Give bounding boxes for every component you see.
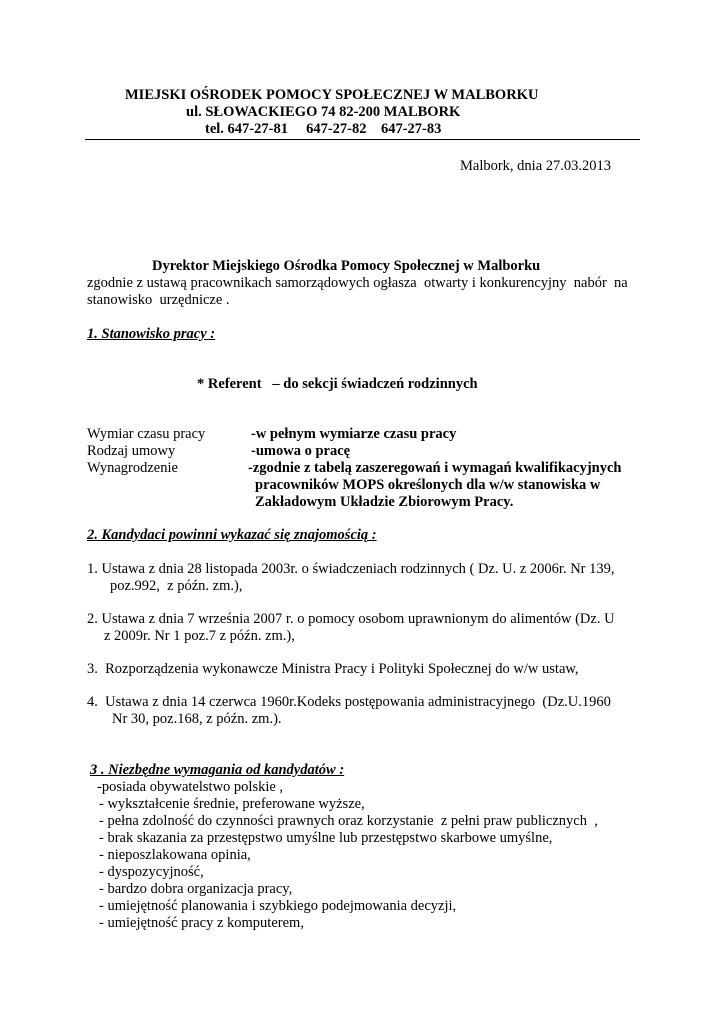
salary-continued-1: pracowników MOPS określonych dla w/w stanowiska w — [255, 477, 601, 493]
requirement-item: -posiada obywatelstwo polskie , — [97, 779, 284, 795]
header-org: MIEJSKI OŚRODEK POMOCY SPOŁECZNEJ W MALBORKU — [125, 87, 539, 103]
law-item-2-cont: z 2009r. Nr 1 poz.7 z późn. zm.), — [104, 628, 295, 644]
requirement-item: - nieposzlakowana opinia, — [99, 847, 251, 863]
law-item-1-cont: poz.992, z późn. zm.), — [110, 578, 243, 594]
law-item-1: 1. Ustawa z dnia 28 listopada 2003r. o świadczeniach rodzinnych ( Dz. U. z 2006r. Nr 139, — [87, 561, 615, 577]
date-line: Malbork, dnia 27.03.2013 — [460, 158, 612, 174]
requirement-item: - bardzo dobra organizacja pracy, — [99, 881, 293, 897]
row-value-salary: -zgodnie z tabelą zaszeregowań i wymagań kwalifikacyjnych — [248, 460, 622, 476]
row-value-worktime: -w pełnym wymiarze czasu pracy — [251, 426, 457, 442]
intro-line-2: stanowisko urzędnicze . — [87, 292, 230, 308]
row-value-contract: -umowa o pracę — [251, 443, 351, 459]
header-phones: tel. 647-27-81 647-27-82 647-27-83 — [205, 121, 442, 137]
section2-title: 2. Kandydaci powinni wykazać się znajomością : — [87, 527, 377, 543]
law-item-4-cont: Nr 30, poz.168, z późn. zm.). — [112, 711, 282, 727]
salary-continued-2: Zakładowym Układzie Zbiorowym Pracy. — [255, 494, 514, 510]
requirement-item: - wykształcenie średnie, preferowane wyższe, — [99, 796, 365, 812]
header-address: ul. SŁOWACKIEGO 74 82-200 MALBORK — [186, 104, 461, 120]
intro-line-1: zgodnie z ustawą pracownikach samorządowych ogłasza otwarty i konkurencyjny nabór na — [87, 275, 628, 291]
requirement-item: - umiejętność pracy z komputerem, — [99, 915, 304, 931]
requirement-item: - dyspozycyjność, — [99, 864, 204, 880]
requirement-item: - umiejętność planowania i szybkiego podejmowania decyzji, — [99, 898, 457, 914]
position-line: * Referent – do sekcji świadczeń rodzinnych — [197, 376, 478, 392]
row-label-contract: Rodzaj umowy — [87, 443, 176, 459]
requirement-item: - pełna zdolność do czynności prawnych oraz korzystanie z pełni praw publicznych , — [99, 813, 598, 829]
row-label-worktime: Wymiar czasu pracy — [87, 426, 206, 442]
law-item-2: 2. Ustawa z dnia 7 września 2007 r. o pomocy osobom uprawnionym do alimentów (Dz. U — [87, 611, 615, 627]
intro-heading: Dyrektor Miejskiego Ośrodka Pomocy Społecznej w Malborku — [152, 258, 541, 274]
section1-title: 1. Stanowisko pracy : — [87, 326, 216, 342]
section3-title: 3 . Niezbędne wymagania od kandydatów : — [90, 762, 345, 778]
law-item-4: 4. Ustawa z dnia 14 czerwca 1960r.Kodeks postępowania administracyjnego (Dz.U.1960 — [87, 694, 611, 710]
requirement-item: - brak skazania za przestępstwo umyślne lub przestępstwo skarbowe umyślne, — [99, 830, 553, 846]
header-divider — [85, 139, 640, 140]
law-item-3: 3. Rozporządzenia wykonawcze Ministra Pracy i Polityki Społecznej do w/w ustaw, — [87, 661, 579, 677]
row-label-salary: Wynagrodzenie — [87, 460, 178, 476]
